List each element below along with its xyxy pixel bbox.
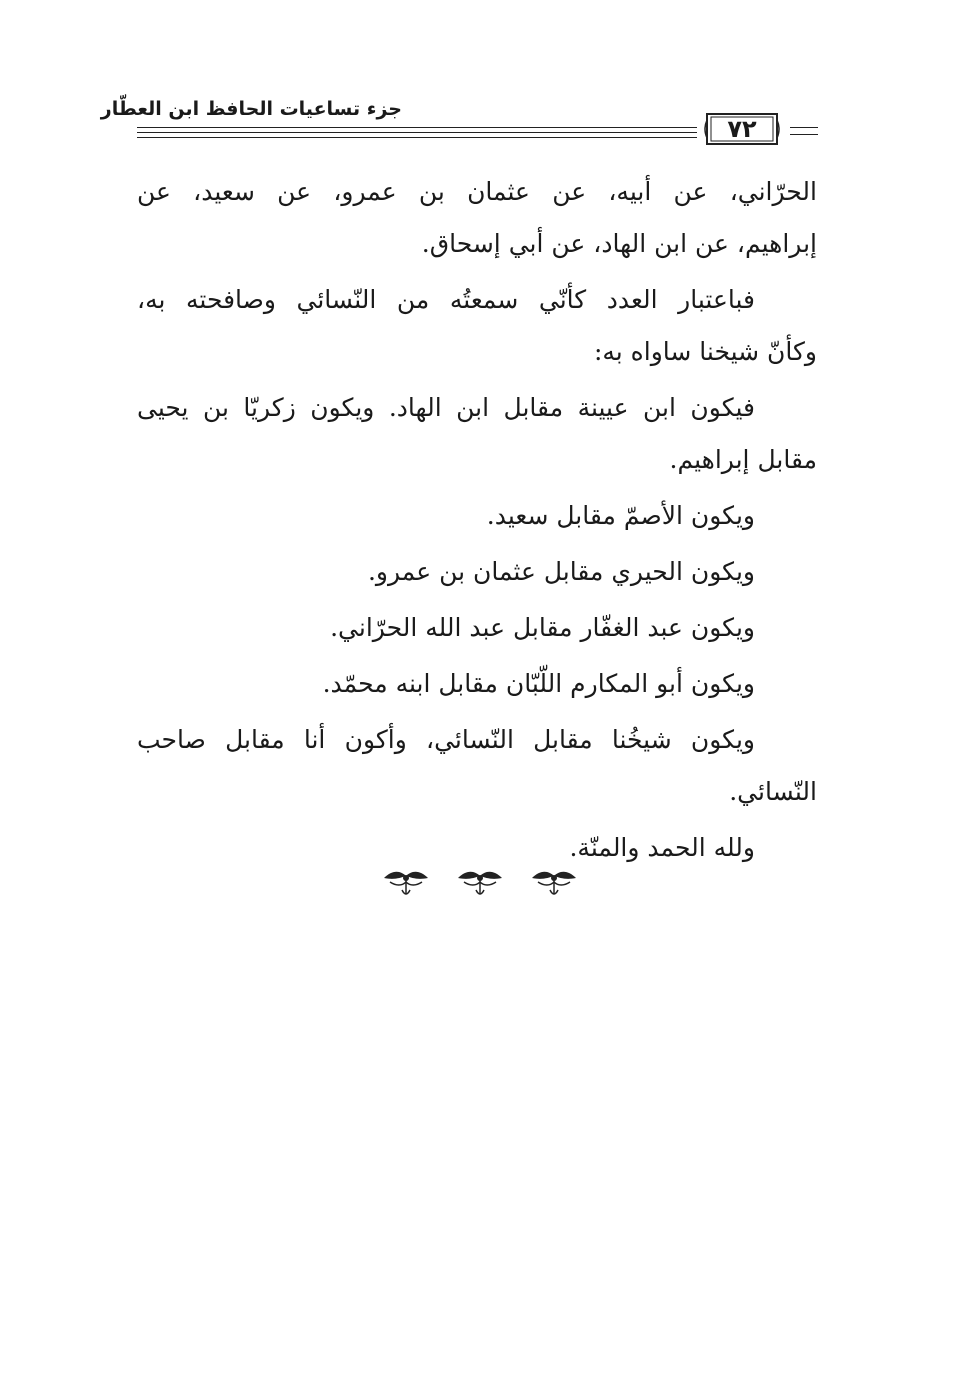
- page-number-frame: [702, 110, 782, 148]
- body-text: [137, 166, 817, 878]
- paragraph: [137, 546, 817, 598]
- text-line: ولله الحمد والمنّة.: [569, 833, 755, 862]
- text-line: فيكون ابن عيينة مقابل ابن الهاد. ويكون زكريّا بن يحيى: [137, 393, 755, 422]
- page-number: ٧٢: [727, 115, 757, 143]
- paragraph: [137, 382, 817, 486]
- text-line: إبراهيم، عن ابن الهاد، عن أبي إسحاق.: [421, 229, 817, 258]
- text-line: ويكون شيخُنا مقابل النّسائي، وأكون أنا مقابل صاحب: [137, 725, 755, 754]
- header-rule: [137, 132, 697, 133]
- text-line: وكأنّ شيخنا ساواه به:: [593, 337, 817, 366]
- text-line: ويكون عبد الغفّار مقابل عبد الله الحرّاني.: [330, 613, 755, 642]
- paragraph: [137, 658, 817, 710]
- header-rule: [137, 127, 697, 128]
- paragraph: [137, 166, 817, 270]
- closing-ornaments: [380, 862, 580, 902]
- paragraph: [137, 602, 817, 654]
- paragraph: [137, 714, 817, 818]
- paragraph: [137, 490, 817, 542]
- header-rule-right: [790, 134, 818, 135]
- paragraph: [137, 274, 817, 378]
- text-line: مقابل إبراهيم.: [669, 445, 817, 474]
- text-line: فباعتبار العدد كأنّي سمعتُه من النّسائي وصافحته به،: [137, 285, 755, 314]
- text-line: ويكون أبو المكارم اللّبّان مقابل ابنه محمّد.: [322, 669, 755, 698]
- text-line: ويكون الحيري مقابل عثمان بن عمرو.: [367, 557, 755, 586]
- text-line: الحرّاني، عن أبيه، عن عثمان بن عمرو، عن سعيد، عن: [137, 177, 817, 206]
- running-title: جزء تساعيات الحافظ ابن العطّار: [100, 98, 402, 120]
- header-rule-right: [790, 127, 818, 128]
- fleuron-icon: [458, 872, 502, 894]
- fleuron-icon: [384, 872, 428, 894]
- text-line: ويكون الأصمّ مقابل سعيد.: [486, 501, 755, 530]
- text-line: النّسائي.: [729, 777, 817, 806]
- fleuron-icon: [532, 872, 576, 894]
- ornament-row: [380, 862, 580, 902]
- header-rule: [137, 137, 697, 138]
